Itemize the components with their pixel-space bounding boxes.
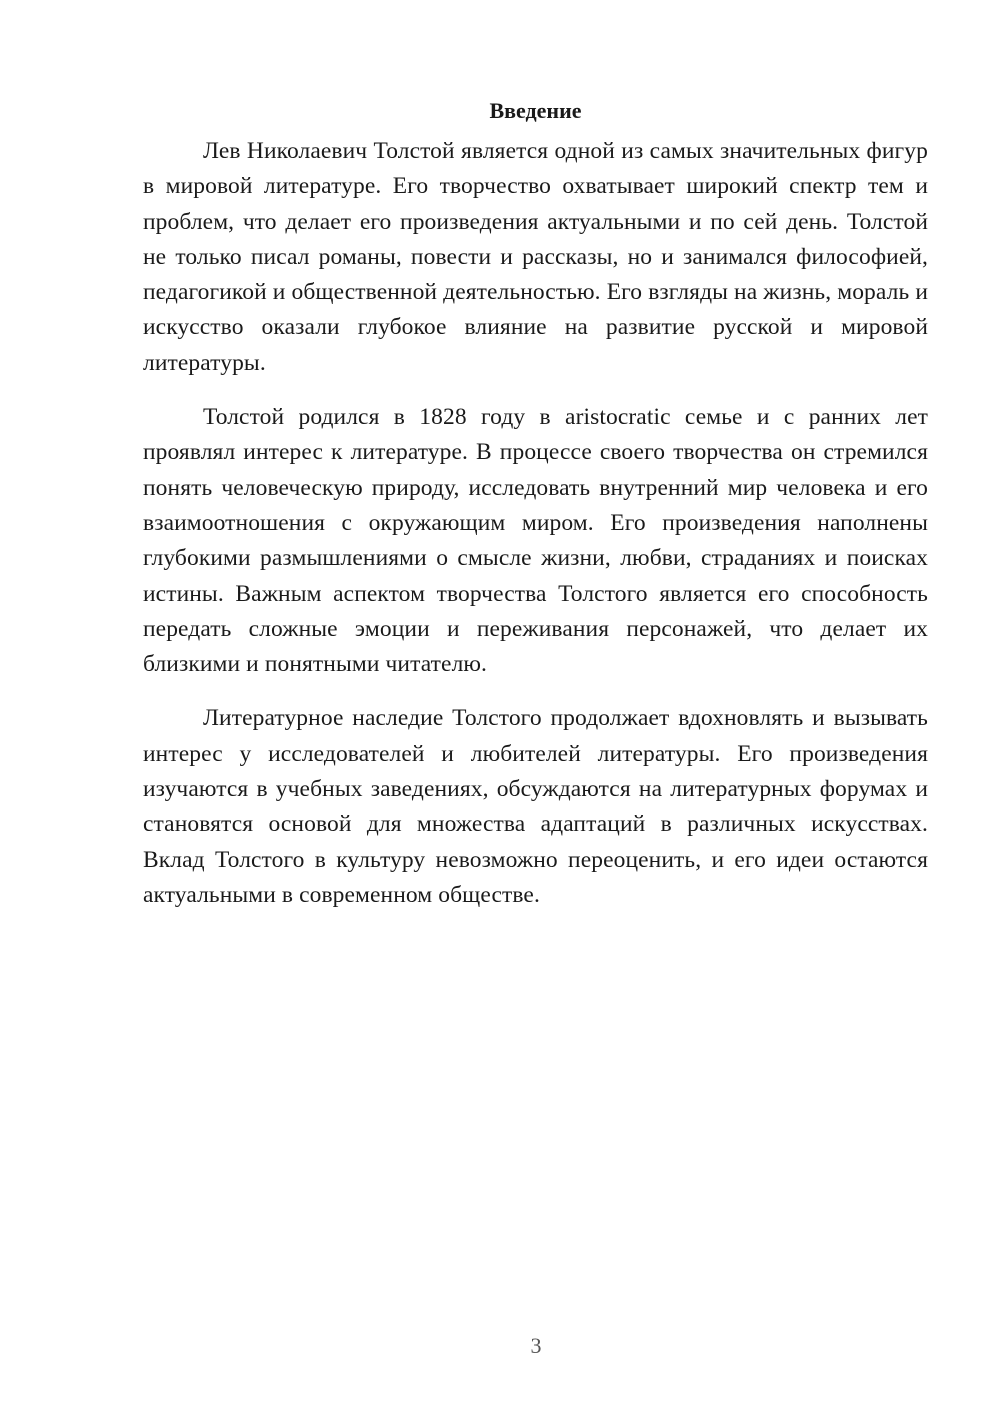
paragraph-legacy: Литературное наследие Толстого продолжает вдохновлять и вызывать интерес у исследователей и любителей литературы. Его произведения изучаются в учебных заведениях, обсуждаются на литературных форумах и становятся основой для множества адаптаций в различных искусствах. Вклад Толстого в культуру невозможно переоценить, и его идеи остаются актуальными в современном обществе. <box>143 705 928 908</box>
paragraph-biography: Толстой родился в 1828 году в aristocratic семье и с ранних лет проявлял интерес к литературе. В процессе своего творчества он стремился понять человеческую природу, исследовать внутренний мир человека и его взаимоотношения с окружающим миром. Его произведения наполнены глубокими размышлениями о смысле жизни, любви, страданиях и поисках истины. Важным аспектом творчества Толстого является его способность передать сложные эмоции и переживания персонажей, что делает их близкими и понятными читателю. <box>143 404 928 678</box>
section-title: Введение <box>489 98 582 123</box>
paragraph-intro: Лев Николаевич Толстой является одной из самых значительных фигур в мировой литературе. Его творчество охватывает широкий спектр тем и проблем, что делает его произведения актуальными и по сей день. Толстой не только писал романы, повести и рассказы, но и занимался философией, педагогикой и общественной деятельностью. Его взгляды на жизнь, мораль и искусство оказали глубокое влияние на развитие русской и мировой литературы. <box>143 138 928 376</box>
page-number: 3 <box>530 1333 542 1358</box>
page-content <box>143 96 928 932</box>
